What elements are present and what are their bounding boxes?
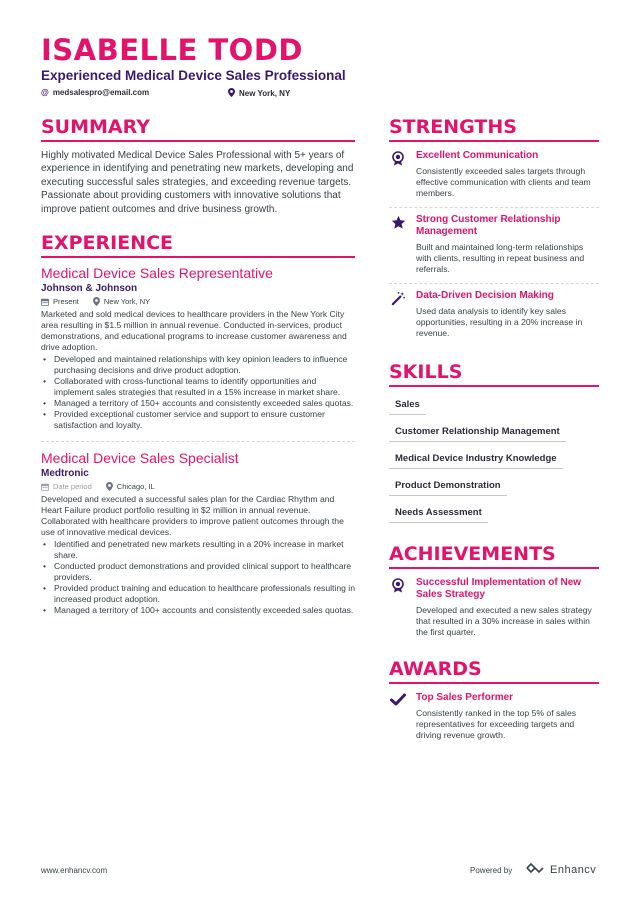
job-location	[106, 482, 155, 491]
map-pin-icon	[106, 482, 113, 491]
achievement-desc: Developed and executed a new sales strategy that resulted in a 30% increase in sales within the first quarter.	[416, 605, 592, 637]
list-item: • Collaborated with cross-functional teams to identify opportunities and implement sales strategies that resulted in a 15% increase in market share.	[41, 376, 355, 398]
award-title: Top Sales Performer	[416, 692, 514, 703]
footer-brand[interactable]	[525, 862, 596, 877]
candidate-name: ISABELLE TODD	[41, 33, 303, 67]
award-item	[389, 686, 599, 749]
checkmark-icon	[389, 692, 407, 741]
job-date	[41, 297, 79, 306]
contact-email	[41, 88, 149, 97]
divider	[41, 441, 355, 442]
strength-desc: Built and maintained long-term relationships with clients, resulting in repeat business and referrals.	[416, 242, 585, 274]
contact-location	[228, 88, 290, 99]
at-icon: @	[41, 88, 49, 97]
map-pin-icon	[93, 297, 100, 306]
strength-item	[389, 208, 599, 284]
job-meta	[41, 482, 355, 491]
magic-wand-icon	[389, 290, 407, 339]
achievement-item	[389, 571, 599, 646]
skills-heading: SKILLS	[389, 361, 599, 387]
achievements-heading: ACHIEVEMENTS	[389, 543, 599, 569]
job-description: Developed and executed a successful sales plan for the Cardiac Rhythm and Heart Failure product portfolio resulting in $2 million in annual revenue. Collaborated with healthcare providers to improve patient outcomes through the use of innovative medical devices.	[41, 494, 344, 538]
list-item: • Provided exceptional customer service and support to ensure customer satisfaction and loyalty.	[41, 409, 355, 431]
job-entry	[41, 450, 355, 616]
skill-tag: Needs Assessment	[389, 502, 488, 523]
job-title: Medical Device Sales Representative	[41, 265, 273, 282]
job-meta	[41, 297, 355, 306]
skill-tag: Sales	[389, 394, 426, 415]
list-item: • Developed and maintained relationships with key opinion leaders to influence purchasing decisions and drive product adoption.	[41, 354, 355, 376]
skill-tag: Customer Relationship Management	[389, 421, 566, 442]
job-location-text: New York, NY	[103, 297, 151, 307]
job-description: Marketed and sold medical devices to healthcare providers in the New York City area resulting in $1.5 million in annual revenue. Conducted in-services, product demonstrations, and educational programs to increase customer awareness and drive adoption.	[41, 309, 347, 353]
map-pin-icon	[228, 88, 235, 99]
job-date-text: Present	[53, 297, 79, 307]
job-date-text: Date period	[53, 482, 92, 492]
job-bullets	[41, 354, 355, 431]
experience-heading: EXPERIENCE	[41, 232, 355, 258]
job-bullets	[41, 539, 355, 616]
footer-url[interactable]: www.enhancv.com	[41, 866, 108, 875]
calendar-icon	[41, 298, 49, 306]
strength-title: Excellent Communication	[416, 150, 539, 161]
achievement-title: Successful Implementation of New Sales Strategy	[416, 577, 582, 600]
list-item: • Managed a territory of 150+ accounts and consistently exceeded sales quotas.	[41, 398, 355, 409]
brand-name: Enhancv	[550, 863, 597, 876]
strength-title: Data-Driven Decision Making	[416, 290, 554, 301]
strength-desc: Used data analysis to identify key sales opportunities, resulting in a 20% increase in revenue.	[416, 306, 583, 338]
skill-tag: Product Demonstration	[389, 475, 507, 496]
award-desc: Consistently ranked in the top 5% of sales representatives for exceeding targets and driving revenue growth.	[416, 708, 577, 740]
job-title: Medical Device Sales Specialist	[41, 450, 239, 467]
medal-icon	[389, 150, 407, 199]
strength-item	[389, 284, 599, 347]
medal-icon	[389, 577, 407, 638]
job-date	[41, 482, 92, 491]
summary-text: Highly motivated Medical Device Sales Professional with 5+ years of experience in identifying and penetrating new markets, developing and executing successful sales strategies, and exceeding revenue targets. Passionate about providing customers with innovative solutions that improve patient outcomes and drive business growth.	[41, 150, 354, 215]
company-name: Medtronic	[41, 468, 89, 480]
strength-title: Strong Customer Relationship Management	[416, 214, 561, 237]
list-item: • Provided product training and education to healthcare professionals resulting in increased product adoption.	[41, 583, 355, 605]
star-icon	[389, 214, 407, 275]
strengths-heading: STRENGTHS	[389, 116, 599, 142]
skills-list	[389, 390, 599, 529]
enhancv-logo-icon	[525, 862, 545, 877]
strength-item	[389, 144, 599, 208]
email-text: medsalespro@email.com	[52, 88, 150, 97]
calendar-icon	[41, 483, 49, 491]
job-location-text: Chicago, IL	[116, 482, 155, 492]
company-name: Johnson & Johnson	[41, 283, 138, 295]
list-item: • Managed a territory of 100+ accounts and consistently exceeded sales quotas.	[41, 605, 355, 616]
location-text: New York, NY	[239, 89, 291, 98]
left-column	[41, 116, 355, 626]
job-entry	[41, 265, 355, 431]
right-column	[389, 116, 599, 749]
list-item: • Identified and penetrated new markets resulting in a 20% increase in market share.	[41, 539, 355, 561]
list-item: • Conducted product demonstrations and provided clinical support to healthcare providers.	[41, 561, 355, 583]
awards-heading: AWARDS	[389, 658, 599, 684]
job-location	[93, 297, 150, 306]
candidate-tagline: Experienced Medical Device Sales Professional	[41, 68, 346, 83]
strength-desc: Consistently exceeded sales targets through effective communication with clients and team members.	[416, 166, 591, 198]
skill-tag: Medical Device Industry Knowledge	[389, 448, 563, 469]
footer-powered-by: Powered by	[470, 866, 513, 875]
summary-heading: SUMMARY	[41, 116, 355, 142]
